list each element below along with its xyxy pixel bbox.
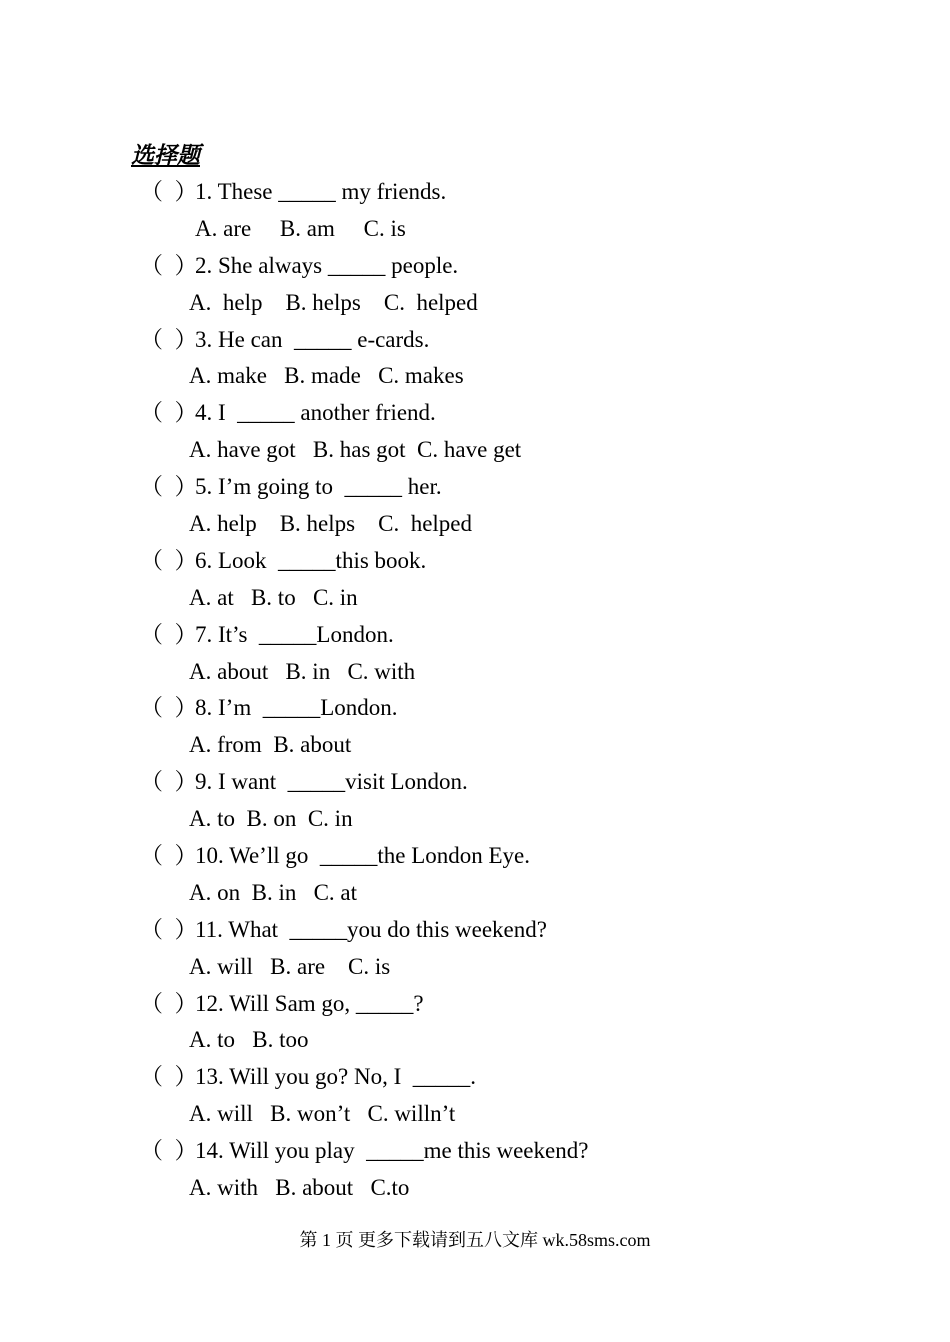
- answer-bracket: （ ）: [140, 621, 198, 647]
- question-stem: [140, 838, 860, 875]
- question-13: [140, 1059, 860, 1133]
- question-options: A. at B. to C. in: [189, 584, 358, 610]
- question-options: A. on B. in C. at: [189, 879, 358, 905]
- page-footer: 第 1 页 更多下载请到五八文库 wk.58sms.com: [299, 1230, 651, 1250]
- question-list: [140, 174, 860, 1207]
- question-options: A. about B. in C. with: [189, 658, 416, 684]
- answer-bracket: （ ）: [140, 179, 198, 204]
- question-stem: [140, 174, 860, 211]
- question-text: 5. I’m going to _____ her.: [195, 474, 442, 500]
- question-text: 10. We’ll go _____the London Eye.: [195, 843, 531, 869]
- question-options: A. make B. made C. makes: [189, 363, 464, 389]
- question-text: 4. I _____ another friend.: [195, 400, 436, 426]
- question-stem: [140, 912, 860, 949]
- question-options: A. are B. am C. is: [195, 215, 406, 241]
- question-1: [140, 174, 860, 248]
- question-options: A. help B. helps C. helped: [189, 511, 472, 537]
- answer-bracket: （ ）: [140, 1064, 198, 1090]
- question-4: [140, 395, 860, 469]
- answer-bracket: （ ）: [140, 769, 198, 795]
- question-7: [140, 617, 860, 691]
- question-2: [140, 248, 860, 322]
- answer-bracket: （ ）: [140, 843, 198, 869]
- question-stem: [140, 543, 860, 580]
- question-stem: [140, 248, 860, 285]
- question-text: 12. Will Sam go, _____?: [195, 990, 424, 1016]
- question-stem: [140, 469, 860, 506]
- answer-bracket: （ ）: [140, 252, 198, 278]
- answer-bracket: （ ）: [140, 400, 198, 426]
- question-stem: [140, 1133, 860, 1170]
- answer-bracket: （ ）: [140, 990, 198, 1016]
- question-stem: [140, 986, 860, 1023]
- question-5: [140, 469, 860, 543]
- section-title: 选择题: [131, 143, 200, 168]
- question-stem: [140, 395, 860, 432]
- answer-bracket: （ ）: [140, 474, 198, 500]
- question-text: 6. Look _____this book.: [195, 547, 427, 573]
- question-text: 8. I’m _____London.: [195, 695, 398, 721]
- question-6: [140, 543, 860, 617]
- question-options: A. will B. won’t C. willn’t: [189, 1101, 456, 1127]
- question-text: 3. He can _____ e-cards.: [195, 326, 430, 352]
- question-10: [140, 838, 860, 912]
- answer-bracket: （ ）: [140, 326, 198, 352]
- question-options: A. to B. too: [189, 1027, 309, 1053]
- question-text: 7. It’s _____London.: [195, 621, 394, 647]
- question-text: 14. Will you play _____me this weekend?: [195, 1138, 589, 1164]
- question-text: 1. These _____ my friends.: [195, 179, 447, 204]
- question-stem: [140, 322, 860, 359]
- question-options: A. have got B. has got C. have get: [189, 437, 522, 463]
- question-12: [140, 986, 860, 1060]
- question-8: [140, 690, 860, 764]
- question-3: [140, 322, 860, 396]
- question-options: A. help B. helps C. helped: [189, 289, 478, 315]
- question-14: [140, 1133, 860, 1207]
- question-stem: [140, 617, 860, 654]
- answer-bracket: （ ）: [140, 1138, 198, 1164]
- question-stem: [140, 1059, 860, 1096]
- answer-bracket: （ ）: [140, 916, 198, 942]
- question-options: A. to B. on C. in: [189, 806, 353, 832]
- answer-bracket: （ ）: [140, 695, 198, 721]
- question-9: [140, 764, 860, 838]
- question-text: 9. I want _____visit London.: [195, 769, 468, 795]
- question-11: [140, 912, 860, 986]
- question-text: 13. Will you go? No, I _____.: [195, 1064, 477, 1090]
- question-stem: [140, 690, 860, 727]
- question-stem: [140, 764, 860, 801]
- question-options: A. from B. about: [189, 732, 352, 758]
- question-text: 11. What _____you do this weekend?: [195, 916, 547, 942]
- question-options: A. will B. are C. is: [189, 953, 391, 979]
- question-text: 2. She always _____ people.: [195, 252, 459, 278]
- answer-bracket: （ ）: [140, 547, 198, 573]
- question-options: A. with B. about C.to: [189, 1175, 410, 1201]
